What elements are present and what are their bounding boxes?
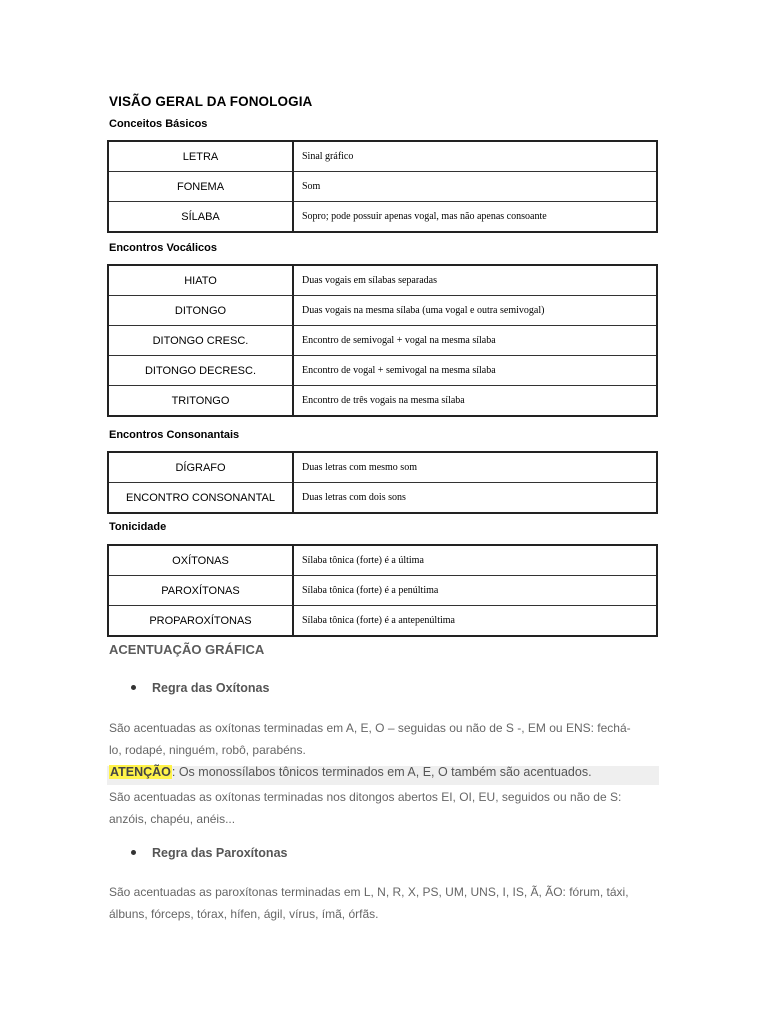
text-line: anzóis, chapéu, anéis...: [109, 812, 236, 826]
text-line: São acentuadas as oxítonas terminadas nos ditongos abertos EI, OI, EU, seguidos ou não de S:: [109, 790, 622, 804]
term-cell: FONEMA: [109, 171, 294, 201]
definition-cell: Sílaba tônica (forte) é a última: [302, 555, 424, 566]
paragraph-oxitonas: [109, 717, 639, 761]
bullet-item-oxitonas: [131, 681, 269, 695]
section-heading-basicos: Conceitos Básicos: [109, 118, 208, 130]
table-row: [109, 201, 656, 231]
text-line: álbuns, fórceps, tórax, hífen, ágil, vírus, ímã, órfãs.: [109, 907, 379, 921]
table-row: [109, 355, 656, 385]
term-cell: DÍGRAFO: [109, 453, 294, 482]
text-line: lo, rodapé, ninguém, robô, parabéns.: [109, 743, 306, 757]
definition-cell: Encontro de vogal + semivogal na mesma sílaba: [294, 355, 656, 385]
term-cell: OXÍTONAS: [109, 546, 294, 575]
definition-cell: Sinal gráfico: [302, 151, 354, 162]
table-basicos: [107, 140, 658, 233]
section-heading-acentuacao: ACENTUAÇÃO GRÁFICA: [109, 642, 265, 657]
definition-cell: Encontro de três vogais na mesma sílaba: [294, 385, 656, 415]
table-row: [109, 482, 656, 512]
term-cell: LETRA: [109, 142, 294, 171]
bullet-icon: [131, 685, 136, 690]
table-row: [109, 142, 656, 171]
definition-cell: Sílaba tônica (forte) é a penúltima: [294, 575, 656, 605]
table-row: [109, 171, 656, 201]
bullet-label: Regra das Oxítonas: [152, 681, 270, 695]
term-cell: DITONGO DECRESC.: [109, 355, 294, 385]
section-heading-vocalicos: Encontros Vocálicos: [109, 242, 217, 254]
definition-cell: Encontro de semivogal + vogal na mesma sílaba: [294, 325, 656, 355]
table-row: [109, 385, 656, 415]
attention-text: : Os monossílabos tônicos terminados em A, E, O também são acentuados.: [171, 765, 592, 779]
paragraph-paroxitonas: [109, 881, 639, 925]
text-line: São acentuadas as oxítonas terminadas em A, E, O – seguidas ou não de S -, EM ou ENS: fechá-: [109, 721, 631, 735]
term-cell: PAROXÍTONAS: [109, 575, 294, 605]
table-row: [109, 453, 656, 482]
page-title: VISÃO GERAL DA FONOLOGIA: [109, 94, 313, 109]
bullet-item-paroxitonas: [131, 846, 287, 860]
table-row: [109, 325, 656, 355]
term-cell: TRITONGO: [109, 385, 294, 415]
definition-cell: Duas vogais em sílabas separadas: [302, 275, 437, 286]
term-cell: DITONGO CRESC.: [109, 325, 294, 355]
table-row: [109, 295, 656, 325]
text-line: São acentuadas as paroxítonas terminadas em L, N, R, X, PS, UM, UNS, I, IS, Ã, ÃO: fórum, táxi,: [109, 885, 629, 899]
definition-cell: Sílaba tônica (forte) é a antepenúltima: [294, 605, 656, 635]
table-row: [109, 546, 656, 575]
table-row: [109, 266, 656, 295]
definition-cell: Sopro; pode possuir apenas vogal, mas não apenas consoante: [294, 201, 656, 231]
table-row: [109, 575, 656, 605]
attention-note: [109, 765, 592, 779]
definition-cell: Som: [294, 171, 656, 201]
bullet-label: Regra das Paroxítonas: [152, 846, 288, 860]
section-heading-consonantais: Encontros Consonantais: [109, 429, 240, 441]
table-vocalicos: [107, 264, 658, 417]
term-cell: PROPAROXÍTONAS: [109, 605, 294, 635]
section-heading-tonicidade: Tonicidade: [109, 521, 167, 533]
term-cell: DITONGO: [109, 295, 294, 325]
definition-cell: Duas letras com dois sons: [294, 482, 656, 512]
term-cell: ENCONTRO CONSONANTAL: [109, 482, 294, 512]
bullet-icon: [131, 850, 136, 855]
term-cell: HIATO: [109, 266, 294, 295]
term-cell: SÍLABA: [109, 201, 294, 231]
table-row: [109, 605, 656, 635]
definition-cell: Duas letras com mesmo som: [302, 462, 417, 473]
table-tonicidade: [107, 544, 658, 637]
attention-label: ATENÇÃO: [110, 765, 171, 779]
definition-cell: Duas vogais na mesma sílaba (uma vogal e outra semivogal): [294, 295, 656, 325]
paragraph-ditongos: [109, 786, 639, 830]
table-consonantais: [107, 451, 658, 514]
